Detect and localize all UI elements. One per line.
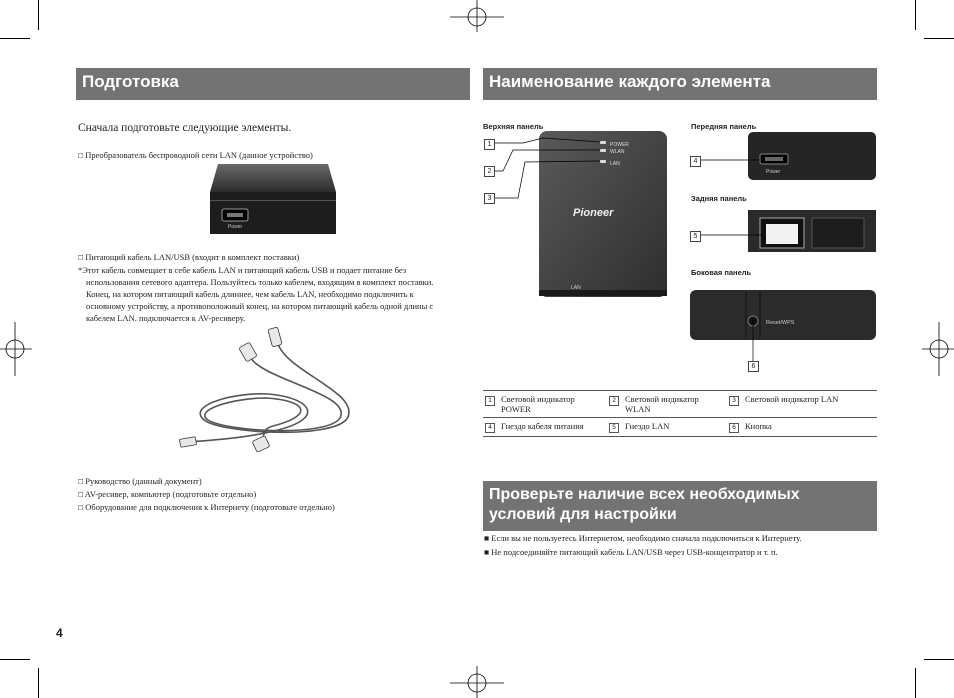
brand-logo: Pioneer bbox=[573, 207, 614, 219]
reset-wps-label: Reset/WPS bbox=[766, 320, 795, 326]
legend-text: Световой индикатор LAN bbox=[743, 391, 877, 418]
legend-text: Гнездо LAN bbox=[623, 418, 727, 437]
callout-6-leader bbox=[748, 320, 760, 364]
bullet-usb-hub: ■ Не подсоединяйте питающий кабель LAN/USB через USB-концентратор и т. п. bbox=[484, 547, 778, 557]
led-wlan-label: WLAN bbox=[610, 149, 625, 155]
legend-row bbox=[483, 391, 877, 418]
led-power-label: POWER bbox=[610, 142, 629, 148]
section-title-parts: Наименование каждого элемента bbox=[483, 68, 877, 100]
legend-row bbox=[483, 418, 877, 437]
legend-num: 1 bbox=[485, 396, 495, 406]
cable-illustration bbox=[178, 322, 378, 462]
lan-port-label: LAN bbox=[571, 285, 581, 291]
label-top-panel: Верхняя панель bbox=[483, 122, 544, 131]
top-panel-illustration bbox=[483, 128, 673, 300]
section-title-preparation: Подготовка bbox=[76, 68, 470, 100]
bullet-internet: ■ Если вы не пользуетесь Интернетом, необходимо сначала подключиться к Интернету. bbox=[484, 533, 802, 543]
callout-5: 5 bbox=[690, 231, 701, 242]
callout-4: 4 bbox=[690, 156, 701, 167]
callout-3: 3 bbox=[484, 193, 495, 204]
section-title-check-conditions bbox=[483, 481, 877, 531]
legend-num: 4 bbox=[485, 423, 495, 433]
legend-num: 5 bbox=[609, 423, 619, 433]
checklist-item-device: □ Преобразователь беспроводной сети LAN (данное устройство) bbox=[78, 150, 313, 160]
front-power-label: Power bbox=[766, 169, 781, 175]
legend-num: 3 bbox=[729, 396, 739, 406]
front-panel-illustration bbox=[700, 130, 880, 184]
parts-legend-table bbox=[483, 390, 877, 437]
callout-1: 1 bbox=[484, 139, 495, 150]
label-side-panel: Боковая панель bbox=[691, 268, 752, 277]
check-title-line-1: Проверьте наличие всех необходимых bbox=[489, 486, 800, 503]
legend-num: 2 bbox=[609, 396, 619, 406]
device-illustration bbox=[208, 162, 338, 238]
device-power-label: Power bbox=[228, 224, 243, 230]
callout-6: 6 bbox=[748, 361, 759, 372]
page-number: 4 bbox=[56, 626, 63, 640]
check-title-line-2: условий для настройки bbox=[489, 506, 677, 523]
legend-text: Гнездо кабеля питания bbox=[499, 418, 607, 437]
label-back-panel: Задняя панель bbox=[691, 194, 747, 203]
legend-text: Кнопка bbox=[743, 418, 877, 437]
legend-text: Световой индикатор WLAN bbox=[623, 391, 727, 418]
callout-2: 2 bbox=[484, 166, 495, 177]
side-panel-illustration bbox=[690, 288, 880, 342]
legend-text: Световой индикатор POWER bbox=[499, 391, 607, 418]
checklist-item-cable: □ Питающий кабель LAN/USB (входит в комплект поставки) bbox=[78, 252, 300, 262]
label-front-panel: Передняя панель bbox=[691, 122, 757, 131]
led-lan-label: LAN bbox=[610, 161, 620, 167]
intro-text: Сначала подготовьте следующие элементы. bbox=[78, 122, 292, 134]
back-panel-illustration bbox=[700, 208, 880, 256]
legend-num: 6 bbox=[729, 423, 739, 433]
